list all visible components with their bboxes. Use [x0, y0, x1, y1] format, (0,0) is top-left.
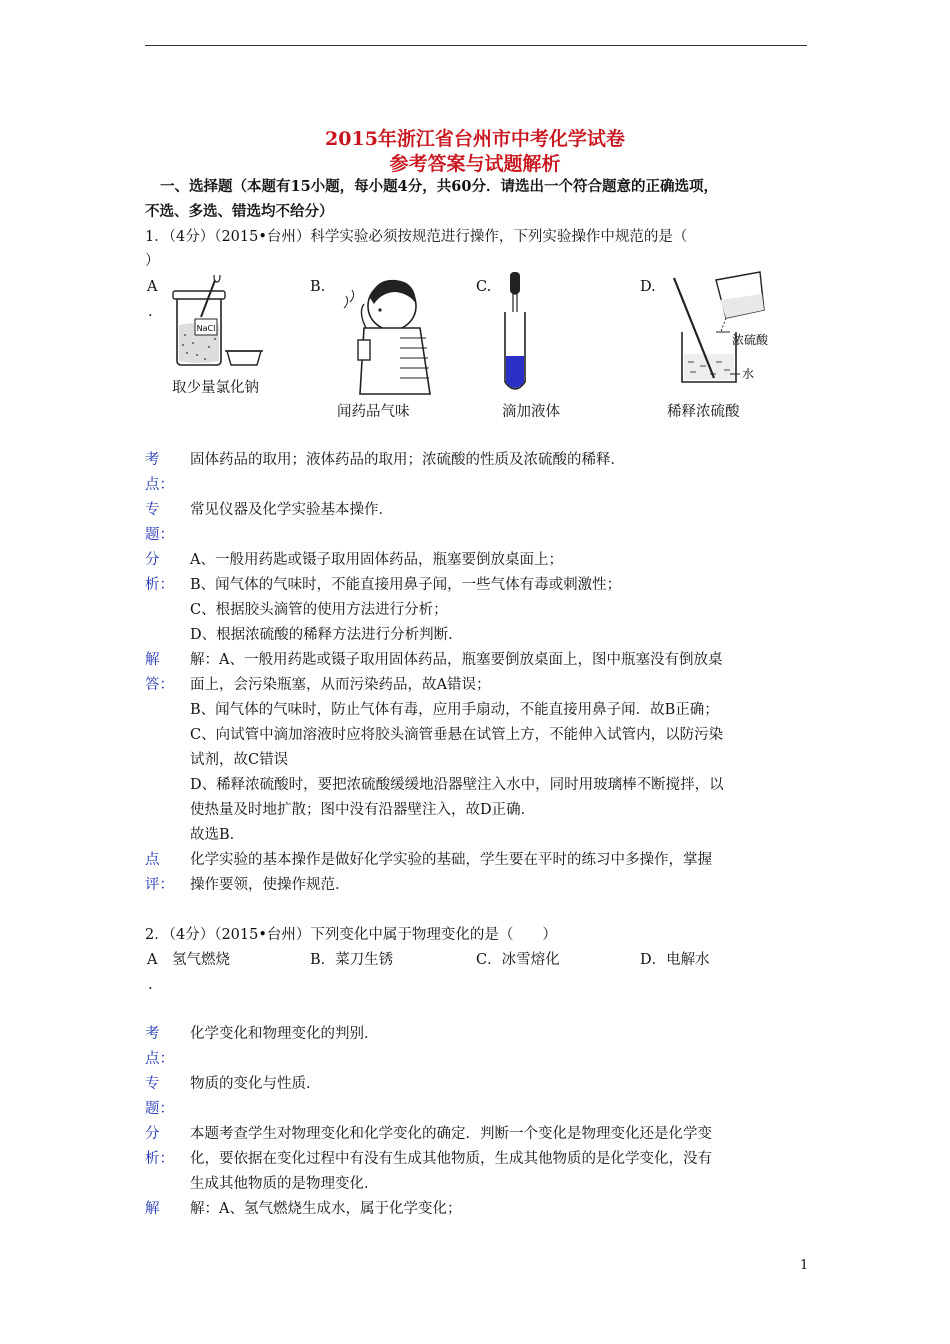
- q1-kaodian-text: 固体药品的取用；液体药品的取用；浓硫酸的性质及浓硫酸的稀释．: [190, 452, 625, 468]
- q1-dianping-label-2: 评：: [145, 877, 174, 893]
- q1-option-b-caption: 闻药品气味: [337, 404, 410, 420]
- q2-jieda-label-1: 解: [145, 1201, 160, 1217]
- q1-option-c-caption: 滴加液体: [502, 404, 560, 420]
- q1-jieda-line: 试剂，故C错误: [190, 752, 289, 768]
- q1-jieda-line: C、向试管中滴加溶液时应将胶头滴管垂悬在试管上方，不能伸入试管内，以防污染: [190, 727, 724, 743]
- figure-a-nacl-label: NaCl: [196, 324, 216, 333]
- q2-zhuanti-label-1: 专: [145, 1076, 160, 1092]
- q2-fenxi-line: 化，要依据在变化过程中有没有生成其他物质，生成其他物质的是化学变化，没有: [190, 1151, 712, 1167]
- figure-c-dropper: [495, 272, 535, 396]
- section-heading-line2: 不选、多选、错选均不给分）: [145, 203, 334, 220]
- header-rule: [145, 45, 807, 46]
- q1-jieda-line: 使热量及时地扩散；图中没有沿器壁注入，故D正确．: [190, 802, 536, 818]
- q2-option-d: D．电解水: [640, 952, 710, 968]
- q1-jieda-line: B、闻气体的气味时，防止气体有毒，应用手扇动，不能直接用鼻子闻．故B正确；: [190, 702, 719, 718]
- page-number: 1: [800, 1258, 809, 1273]
- q2-option-a-dot: .: [148, 977, 153, 993]
- q1-kaodian-label-1: 考: [145, 452, 160, 468]
- q2-fenxi-line: 生成其他物质的是物理变化．: [190, 1176, 379, 1192]
- q1-option-a-dot: .: [148, 304, 153, 320]
- section-heading-line1: 一、选择题（本题有15小题，每小题4分，共60分．请选出一个符合题意的正确选项，: [160, 178, 718, 195]
- q1-dianping-line: 化学实验的基本操作是做好化学实验的基础，学生要在平时的练习中多操作，掌握: [190, 852, 712, 868]
- q1-dianping-label-1: 点: [145, 852, 160, 868]
- q1-stem-close: ）: [145, 253, 160, 269]
- q1-fenxi-line: A、一般用药匙或镊子取用固体药品，瓶塞要倒放桌面上；: [190, 552, 563, 568]
- figure-b-smelling: [330, 268, 440, 398]
- q1-jieda-label-1: 解: [145, 652, 160, 668]
- q1-option-a-caption: 取少量氯化钠: [172, 380, 259, 396]
- q2-fenxi-label-1: 分: [145, 1126, 160, 1142]
- q2-option-c: C．冰雪熔化: [476, 952, 560, 968]
- q1-kaodian-label-2: 点：: [145, 477, 174, 493]
- q2-zhuanti-label-2: 题：: [145, 1101, 174, 1117]
- q1-jieda-line: 故选B．: [190, 827, 245, 843]
- figure-a-nacl-bottle: [165, 275, 275, 375]
- q1-option-d-caption: 稀释浓硫酸: [667, 404, 740, 420]
- q2-option-b: B．菜刀生锈: [310, 952, 394, 968]
- q1-zhuanti-text: 常见仪器及化学实验基本操作．: [190, 502, 393, 518]
- q1-jieda-line: 解：A、一般用药匙或镊子取用固体药品，瓶塞要倒放桌面上，图中瓶塞没有倒放桌: [190, 652, 723, 668]
- q1-fenxi-label-2: 析：: [145, 577, 174, 593]
- q2-zhuanti-text: 物质的变化与性质．: [190, 1076, 321, 1092]
- q1-option-d-letter: D.: [640, 279, 656, 295]
- q1-fenxi-label-1: 分: [145, 552, 160, 568]
- q2-option-a-text: 氢气燃烧: [172, 952, 230, 968]
- q2-kaodian-text: 化学变化和物理变化的判别．: [190, 1026, 379, 1042]
- q2-kaodian-label-1: 考: [145, 1026, 160, 1042]
- q1-fenxi-line: D、根据浓硫酸的稀释方法进行分析判断．: [190, 627, 463, 643]
- q1-zhuanti-label-1: 专: [145, 502, 160, 518]
- q2-kaodian-label-2: 点：: [145, 1051, 174, 1067]
- q1-zhuanti-label-2: 题：: [145, 527, 174, 543]
- q1-fenxi-line: C、根据胶头滴管的使用方法进行分析；: [190, 602, 448, 618]
- page-title: 2015年浙江省台州市中考化学试卷: [325, 128, 625, 150]
- q1-option-b-letter: B.: [310, 279, 326, 295]
- page-subtitle: 参考答案与试题解析: [389, 153, 561, 175]
- q2-fenxi-line: 本题考查学生对物理变化和化学变化的确定．判断一个变化是物理变化还是化学变: [190, 1126, 712, 1142]
- q1-dianping-line: 操作要领，使操作规范．: [190, 877, 350, 893]
- figure-d-label-acid: 浓硫酸: [732, 333, 769, 347]
- q1-option-a-letter: A: [147, 279, 158, 295]
- q1-stem: 1．（4分）（2015•台州）科学实验必须按规范进行操作，下列实验操作中规范的是（: [145, 229, 688, 245]
- q1-jieda-line: 面上，会污染瓶塞，从而污染药品，故A错误；: [190, 677, 491, 693]
- q2-option-a-letter: A: [147, 952, 158, 968]
- q2-stem: 2．（4分）（2015•台州）下列变化中属于物理变化的是（ ）: [145, 927, 557, 943]
- q1-jieda-line: D、稀释浓硫酸时，要把浓硫酸缓缓地沿器壁注入水中，同时用玻璃棒不断搅拌，以: [190, 777, 724, 793]
- q1-jieda-label-2: 答：: [145, 677, 174, 693]
- q2-fenxi-label-2: 析：: [145, 1151, 174, 1167]
- figure-d-label-water: 水: [742, 367, 755, 381]
- q2-jieda-line: 解：A、氢气燃烧生成水，属于化学变化；: [190, 1201, 462, 1217]
- figure-d-dilute-acid: [660, 270, 780, 390]
- q1-fenxi-line: B、闻气体的气味时，不能直接用鼻子闻，一些气体有毒或刺激性；: [190, 577, 622, 593]
- q1-option-c-letter: C.: [476, 279, 492, 295]
